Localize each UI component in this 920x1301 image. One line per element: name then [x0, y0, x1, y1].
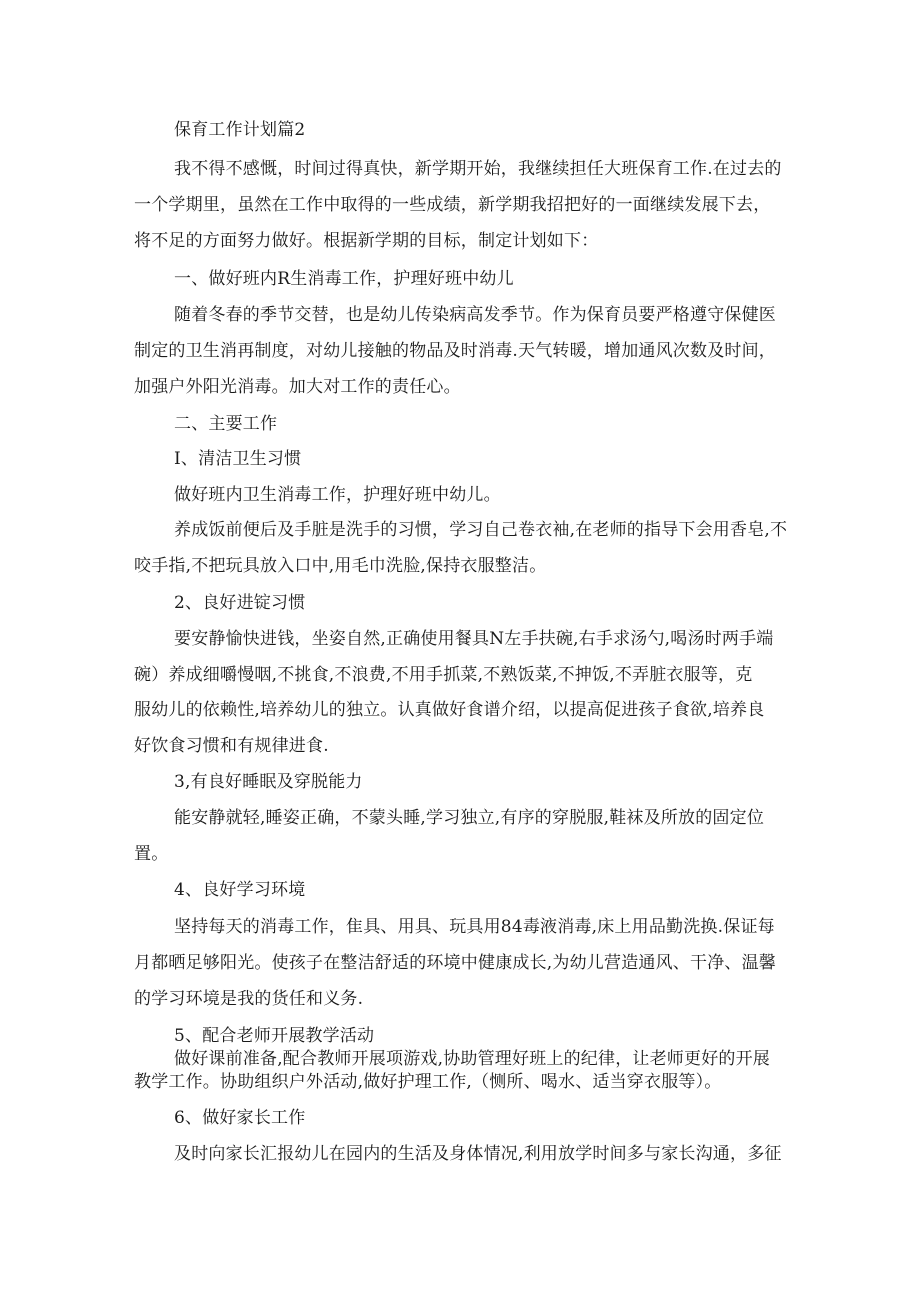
- section-heading: 2、良好进锭习惯: [174, 593, 306, 613]
- paragraph-line: 及时向家长汇报幼儿在园内的生活及身体情况,利用放学时间多与家长沟通，多征: [174, 1144, 782, 1164]
- paragraph-line: 教学工作。协助组织户外活动,做好护理工作,（恻所、喝水、适当穿衣服等）。: [134, 1072, 722, 1092]
- section-heading: 4、良好学习环境: [174, 880, 306, 900]
- paragraph-line: 坚持每天的消毒工作，隹具、用具、玩具用84毒液消毒,床上用品勤洗换.保证每: [174, 917, 775, 937]
- paragraph-line: 我不得不感慨，时间过得真快，新学期开始，我继续担任大班保育工作.在过去的: [174, 159, 782, 179]
- paragraph-line: 要安静愉快进钱，坐姿自然,正确使用餐具N左手扶碗,右手求汤勺,喝汤时两手端: [174, 629, 774, 649]
- paragraph-line: 做好课前准备,配合教师开展项游戏,协助管理好班上的纪律，让老师更好的开展: [174, 1049, 771, 1069]
- paragraph-line: 咬手指,不把玩具放入口中,用毛巾洗脸,保持衣服整洁。: [134, 556, 547, 576]
- section-heading: 6、做好家长工作: [174, 1108, 306, 1128]
- paragraph-line: 月都晒足够阳光。使孩子在整洁舒适的环境中健康成长,为幼儿营造通风、干净、温馨: [134, 953, 777, 973]
- paragraph-line: 服幼儿的依赖性,培养幼儿的独立。认真做好食谱介绍，以提高促进孩子食欲,培养良: [134, 700, 765, 720]
- section-heading: I、清洁卫生习惯: [174, 449, 302, 469]
- paragraph-line: 做好班内卫生消毒工作，护理好班中幼儿。: [174, 485, 501, 505]
- paragraph-line: 将不足的方面努力做好。根据新学期的目标，制定计划如下：: [134, 231, 599, 251]
- paragraph-line: 随着冬春的季节交替，也是幼儿传染病高发季节。作为保育员要严格遵守保健医: [174, 305, 776, 325]
- paragraph-line: 一个学期里，虽然在工作中取得的一些成绩，新学期我招把好的一面继续发展下去，: [134, 195, 771, 215]
- paragraph-line: 能安静就轻,睡姿正确，不蒙头睡,学习独立,有序的穿脱服,鞋袜及所放的固定位: [174, 808, 765, 828]
- paragraph-line: 制定的卫生消再制度，对幼儿接触的物品及时消毒.天气转暖，增加通风次数及时间，: [134, 341, 777, 361]
- paragraph-line: 置。: [134, 844, 169, 864]
- section-heading: 二、主要工作: [174, 414, 278, 434]
- paragraph-line: 的学习环境是我的货任和义务.: [134, 989, 364, 1009]
- section-heading: 5、配合老师开展教学活动: [174, 1026, 375, 1046]
- section-heading: 3,有良好睡眠及穿脱能力: [174, 772, 363, 792]
- section-heading: 一、做好班内R生消毒工作，护理好班中幼儿: [174, 269, 514, 289]
- paragraph-line: 养成饭前便后及手脏是洗手的习惯，学习自己卷衣袖,在老师的指导下会用香皂,不: [174, 520, 788, 540]
- paragraph-line: 加强户外阳光消毒。加大对工作的责任心。: [134, 377, 461, 397]
- paragraph-line: 碗）养成细嚼慢咽,不挑食,不浪费,不用手抓菜,不熟饭菜,不抻饭,不弄脏衣服等，克: [134, 665, 753, 685]
- document-title: 保育工作计划篇2: [174, 120, 306, 140]
- paragraph-line: 好饮食习惯和有规律进食.: [134, 736, 329, 756]
